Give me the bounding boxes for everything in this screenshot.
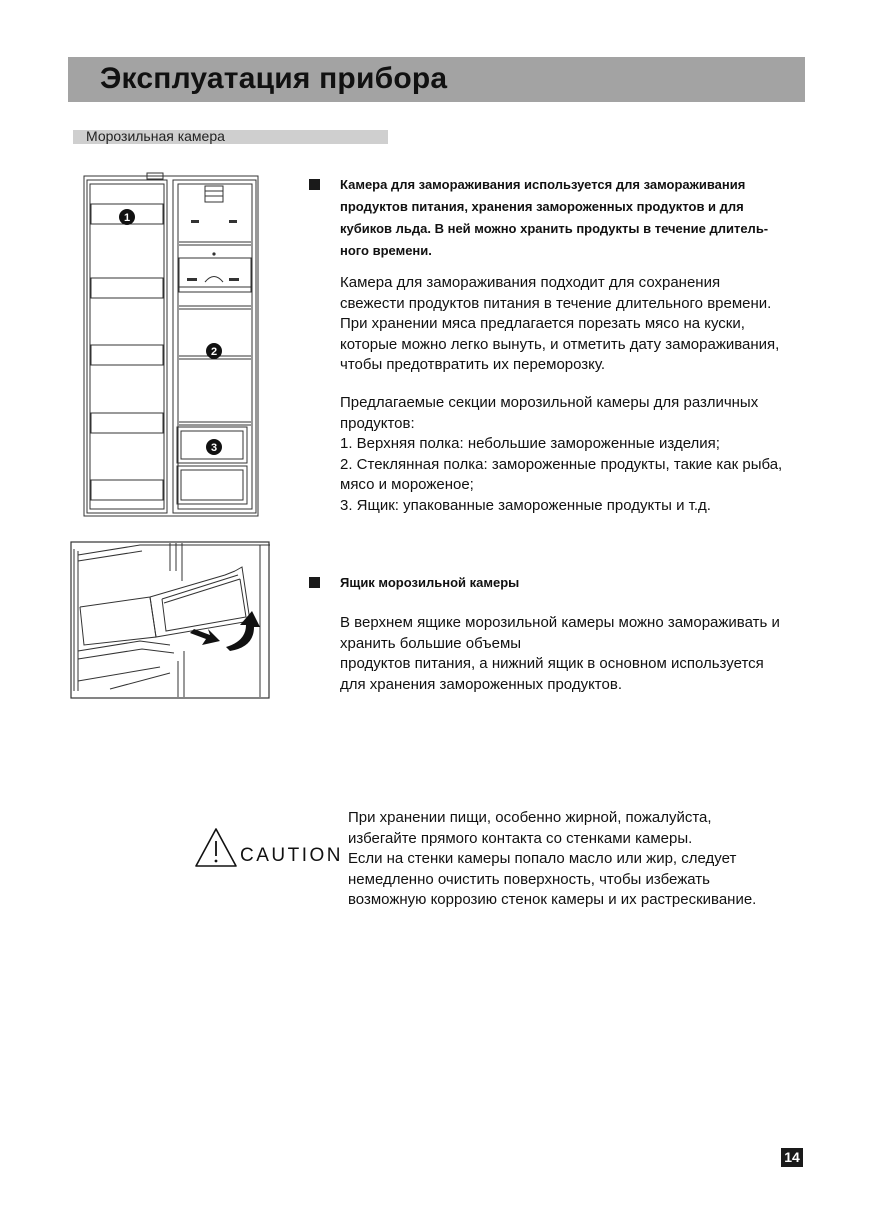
freezing-paragraph (340, 273, 815, 376)
marker-1-label: 1 (123, 212, 131, 224)
page-title: Эксплуатация прибора (100, 62, 448, 95)
freezer-interior-illustration (83, 170, 263, 518)
bullet-icon (309, 179, 320, 190)
text-line: хранить большие объемы (340, 634, 522, 652)
text-line: При хранении пищи, особенно жирной, пожалуйста, (348, 809, 712, 826)
marker-3-label: 3 (210, 442, 218, 454)
text-line: 2. Стеклянная полка: замороженные продукты, такие как рыба, (340, 455, 783, 473)
caution-label: CAUTION (240, 845, 343, 866)
text-line: свежести продуктов питания в течение длительного времени. (340, 294, 772, 312)
text-line: чтобы предотвратить их переморозку. (340, 356, 606, 373)
text-line: 3. Ящик: упакованные замороженные продукты и т.д. (340, 496, 711, 514)
text-line: При хранении мяса предлагается порезать мясо на куски, (340, 315, 745, 332)
text-line: Камера для замораживания подходит для сохранения (340, 274, 721, 291)
text-line: продуктов питания, а нижний ящик в основном используется (340, 655, 764, 672)
warning-triangle-icon (194, 826, 238, 870)
text-line: которые можно легко вынуть, и отметить дату замораживания, (340, 335, 780, 353)
text-line: Камера для замораживания используется для замораживания (340, 177, 746, 192)
drawer-paragraph (340, 613, 815, 695)
drawer-heading: Ящик морозильной камеры (340, 575, 520, 590)
text-line: 1. Верхняя полка: небольшие замороженные изделия; (340, 435, 720, 452)
text-line: избегайте прямого контакта со стенками камеры. (348, 829, 693, 847)
marker-2-label: 2 (210, 346, 218, 358)
text-line: В верхнем ящике морозильной камеры можно замораживать и (340, 614, 780, 631)
sections-paragraph (340, 393, 815, 516)
text-line: немедленно очистить поверхность, чтобы избежать (348, 870, 710, 888)
text-line: кубиков льда. В ней можно хранить продукты в течение длитель- (340, 221, 769, 236)
drawer-illustration (70, 541, 270, 699)
page-number: 14 (781, 1148, 803, 1167)
text-line: продуктов: (340, 414, 415, 432)
text-line: Если на стенки камеры попало масло или жир, следует (348, 850, 737, 868)
text-line: для хранения замороженных продуктов. (340, 675, 622, 693)
intro-bold-paragraph (340, 174, 810, 262)
text-line: возможную коррозию стенок камеры и их растрескивание. (348, 891, 757, 909)
text-line: мясо и мороженое; (340, 476, 474, 493)
bullet-icon (309, 577, 320, 588)
text-line: Предлагаемые секции морозильной камеры для различных (340, 394, 759, 411)
text-line: ного времени. (340, 243, 432, 258)
text-line: продуктов питания, хранения замороженных продуктов и для (340, 199, 744, 214)
caution-paragraph (348, 808, 818, 911)
section-title: Морозильная камера (86, 128, 225, 144)
